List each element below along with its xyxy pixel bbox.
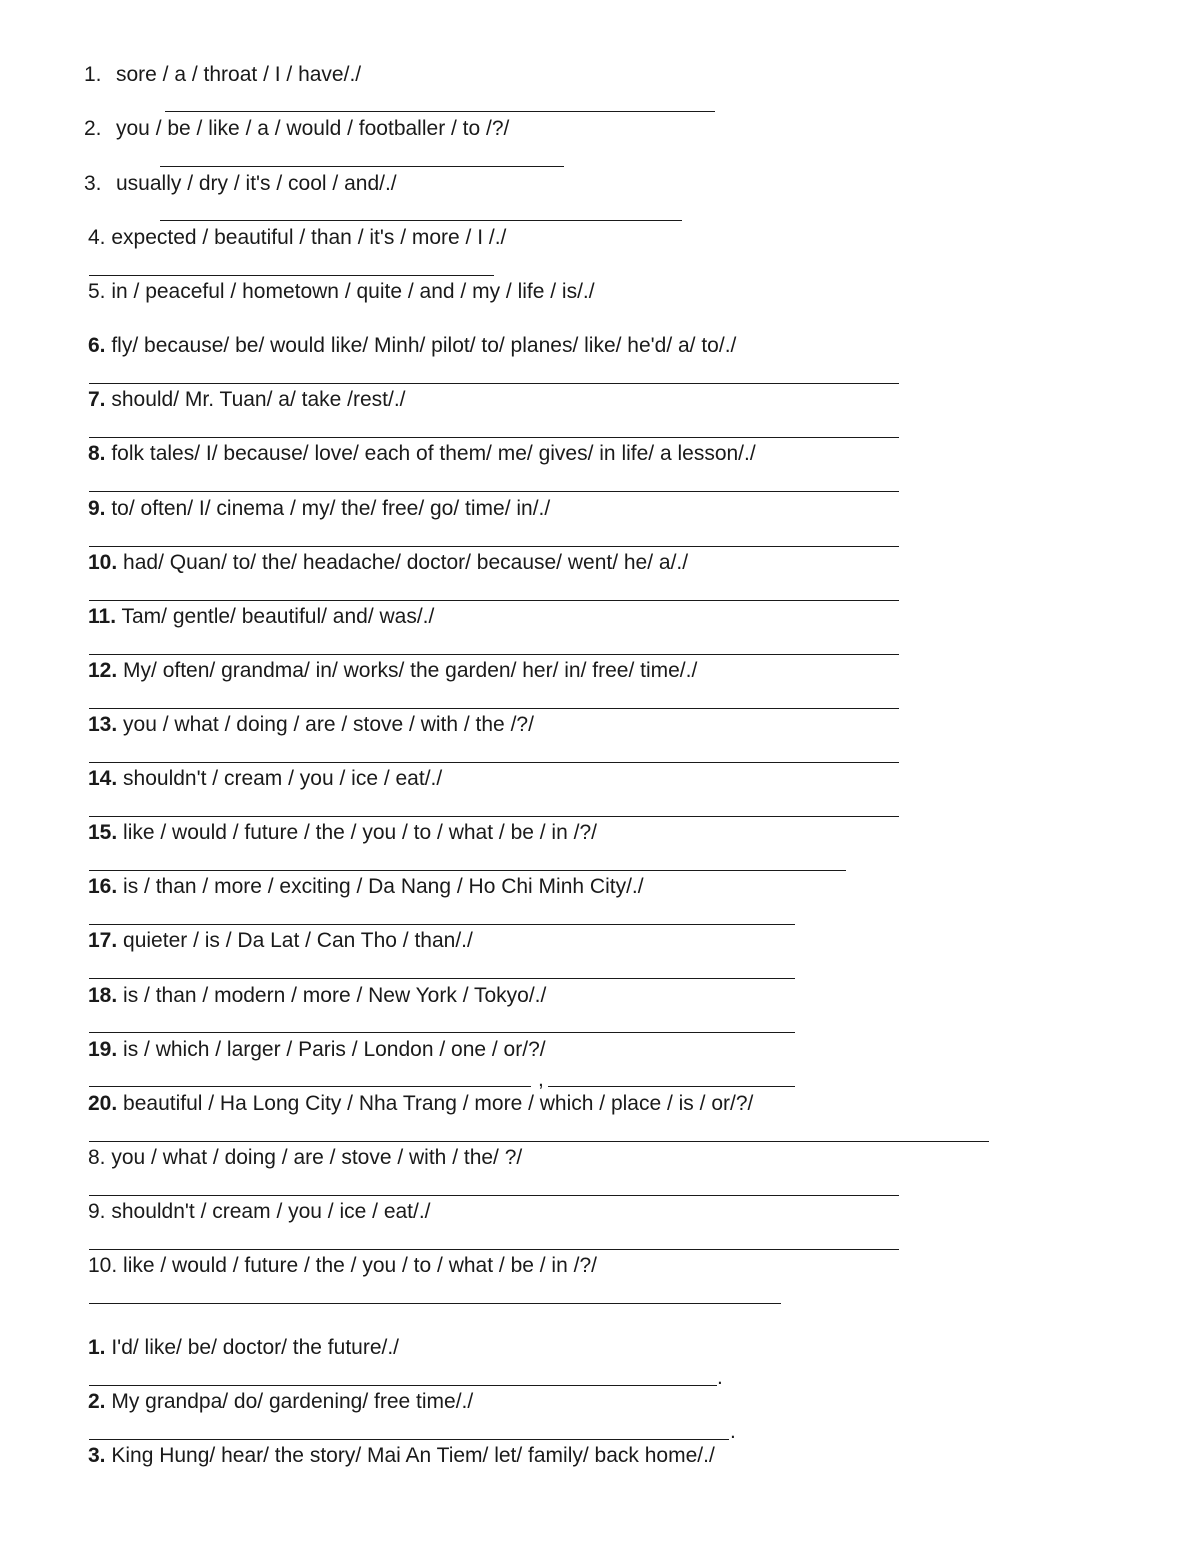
question-number: 16. [88, 875, 118, 898]
question-number: 3. [84, 172, 102, 195]
question-19 [88, 1038, 546, 1062]
question-number: 15. [88, 821, 118, 844]
question-number: 10. [88, 551, 118, 574]
question-8b [88, 1146, 522, 1170]
question-text: like / would / future / the / you / to / what / be / in /?/ [117, 1254, 597, 1277]
question-text: My/ often/ grandma/ in/ works/ the garden/ her/ in/ free/ time/./ [117, 659, 698, 682]
answer-line[interactable] [89, 600, 899, 601]
question-text: you / what / doing / are / stove / with / the/ ?/ [105, 1146, 523, 1169]
answer-line[interactable] [89, 762, 899, 763]
answer-line[interactable] [89, 816, 899, 817]
question-text: expected / beautiful / than / it's / more / I /./ [105, 226, 507, 249]
answer-line[interactable] [89, 383, 899, 384]
answer-line[interactable] [89, 1249, 899, 1250]
question-11 [88, 605, 434, 629]
question-number: 10. [88, 1254, 118, 1277]
answer-line[interactable] [160, 166, 564, 167]
question-number: 3. [88, 1444, 106, 1467]
question-text: to/ often/ I/ cinema / my/ the/ free/ go/ time/ in/./ [105, 497, 551, 520]
answer-line[interactable] [89, 978, 795, 979]
question-number: 9. [88, 497, 106, 520]
answer-line[interactable] [89, 1439, 729, 1440]
question-7 [88, 388, 406, 412]
question-number: 12. [88, 659, 118, 682]
answer-line[interactable] [160, 220, 682, 221]
answer-line[interactable] [89, 275, 494, 276]
answer-line[interactable] [548, 1086, 795, 1087]
question-number: 17. [88, 929, 118, 952]
question-number: 9. [88, 1200, 106, 1223]
question-text: should/ Mr. Tuan/ a/ take /rest/./ [105, 388, 406, 411]
question-number: 4. [88, 226, 106, 249]
question-20 [88, 1092, 753, 1116]
question-text: like / would / future / the / you / to / what / be / in /?/ [117, 821, 597, 844]
answer-line[interactable] [165, 111, 715, 112]
question-text: had/ Quan/ to/ the/ headache/ doctor/ because/ went/ he/ a/./ [117, 551, 689, 574]
question-4 [88, 226, 506, 250]
question-12 [88, 659, 697, 683]
question-13 [88, 713, 534, 737]
question-text: in / peaceful / hometown / quite / and / my / life / is/./ [105, 280, 595, 303]
answer-line[interactable] [89, 1141, 989, 1142]
question-text: Tam/ gentle/ beautiful/ and/ was/./ [116, 605, 435, 628]
question-3b [88, 1444, 715, 1468]
question-text: folk tales/ I/ because/ love/ each of them/ me/ gives/ in life/ a lesson/./ [105, 442, 756, 465]
question-text: My grandpa/ do/ gardening/ free time/./ [105, 1390, 474, 1413]
question-2b [88, 1390, 473, 1414]
question-9b [88, 1200, 431, 1224]
period-mark: . [717, 1366, 723, 1389]
question-text: I'd/ like/ be/ doctor/ the future/./ [105, 1336, 400, 1359]
question-number: 1. [88, 1336, 106, 1359]
answer-line[interactable] [89, 1086, 531, 1087]
question-10 [88, 551, 688, 575]
question-15 [88, 821, 597, 845]
answer-line[interactable] [89, 491, 899, 492]
question-text: sore / a / throat / I / have/./ [116, 63, 362, 86]
question-1b [88, 1336, 399, 1360]
question-10b [88, 1254, 597, 1278]
question-text: is / than / more / exciting / Da Nang / Ho Chi Minh City/./ [117, 875, 644, 898]
question-5 [88, 280, 595, 304]
question-text: is / which / larger / Paris / London / one / or/?/ [117, 1038, 546, 1061]
question-number: 8. [88, 1146, 106, 1169]
question-number: 1. [84, 63, 102, 86]
question-9 [88, 497, 550, 521]
question-1 [84, 63, 361, 87]
question-17 [88, 929, 473, 953]
answer-line[interactable] [89, 1303, 781, 1304]
answer-line[interactable] [89, 437, 899, 438]
question-number: 7. [88, 388, 106, 411]
question-number: 14. [88, 767, 118, 790]
question-number: 5. [88, 280, 106, 303]
question-number: 20. [88, 1092, 118, 1115]
question-2 [84, 117, 509, 141]
answer-line[interactable] [89, 924, 795, 925]
question-text: King Hung/ hear/ the story/ Mai An Tiem/ let/ family/ back home/./ [105, 1444, 715, 1467]
question-6 [88, 334, 736, 358]
question-text: quieter / is / Da Lat / Can Tho / than/./ [117, 929, 473, 952]
question-number: 11. [88, 605, 117, 628]
comma-separator: , [538, 1068, 544, 1091]
answer-line[interactable] [89, 708, 899, 709]
question-number: 6. [88, 334, 106, 357]
question-text: beautiful / Ha Long City / Nha Trang / more / which / place / is / or/?/ [117, 1092, 754, 1115]
question-14 [88, 767, 442, 791]
answer-line[interactable] [89, 546, 899, 547]
question-number: 13. [88, 713, 118, 736]
answer-line[interactable] [89, 654, 899, 655]
question-number: 2. [88, 1390, 106, 1413]
question-text: shouldn't / cream / you / ice / eat/./ [117, 767, 443, 790]
question-number: 19. [88, 1038, 118, 1061]
question-text: shouldn't / cream / you / ice / eat/./ [105, 1200, 431, 1223]
period-mark: . [730, 1420, 736, 1443]
question-text: fly/ because/ be/ would like/ Minh/ pilot/ to/ planes/ like/ he'd/ a/ to/./ [105, 334, 737, 357]
question-number: 2. [84, 117, 102, 140]
question-text: is / than / modern / more / New York / Tokyo/./ [117, 984, 547, 1007]
question-number: 8. [88, 442, 106, 465]
question-number: 18. [88, 984, 118, 1007]
answer-line[interactable] [89, 1385, 717, 1386]
question-16 [88, 875, 644, 899]
question-3 [84, 172, 397, 196]
question-8 [88, 442, 756, 466]
question-text: usually / dry / it's / cool / and/./ [116, 172, 397, 195]
answer-line[interactable] [89, 1032, 795, 1033]
answer-line[interactable] [89, 1195, 899, 1196]
question-text: you / be / like / a / would / footballer / to /?/ [116, 117, 510, 140]
question-18 [88, 984, 546, 1008]
answer-line[interactable] [89, 870, 846, 871]
question-text: you / what / doing / are / stove / with / the /?/ [117, 713, 534, 736]
